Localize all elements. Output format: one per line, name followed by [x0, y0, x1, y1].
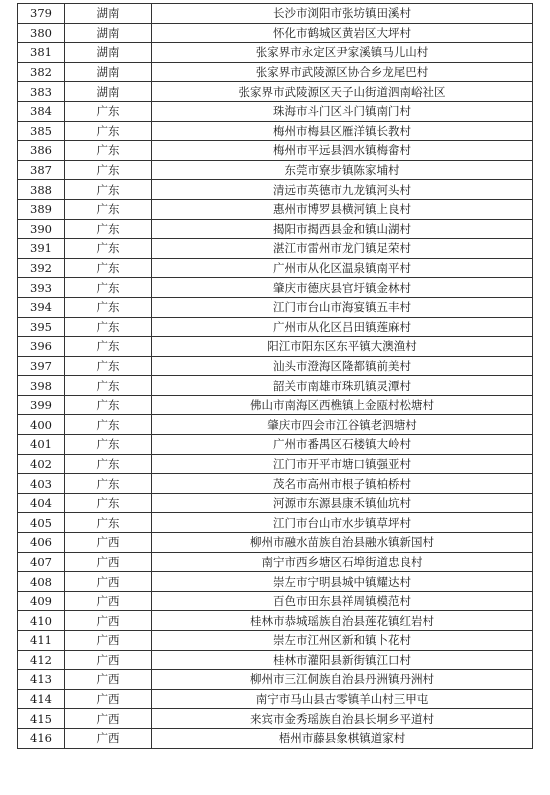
province-cell: 广东: [65, 376, 152, 396]
village-name-cell: 珠海市斗门区斗门镇南门村: [152, 101, 533, 121]
village-name-cell: 张家界市武陵源区天子山街道泗南峪社区: [152, 82, 533, 102]
table-row: [18, 552, 533, 572]
village-name-cell: 怀化市鹤城区黄岩区大坪村: [152, 23, 533, 43]
province-cell: 广西: [65, 611, 152, 631]
province-cell: 广西: [65, 591, 152, 611]
row-number-cell: 392: [18, 258, 65, 278]
village-name-cell: 桂林市灌阳县新街镇江口村: [152, 650, 533, 670]
village-name-cell: 南宁市马山县古零镇羊山村三甲屯: [152, 689, 533, 709]
row-number-cell: 402: [18, 454, 65, 474]
province-cell: 广东: [65, 239, 152, 259]
row-number-cell: 395: [18, 317, 65, 337]
table-row: [18, 101, 533, 121]
province-cell: 广东: [65, 356, 152, 376]
row-number-cell: 413: [18, 670, 65, 690]
row-number-cell: 412: [18, 650, 65, 670]
village-name-cell: 长沙市浏阳市张坊镇田溪村: [152, 4, 533, 24]
row-number-cell: 385: [18, 121, 65, 141]
table-row: [18, 356, 533, 376]
row-number-cell: 396: [18, 337, 65, 357]
row-number-cell: 406: [18, 533, 65, 553]
table-row: [18, 631, 533, 651]
row-number-cell: 416: [18, 728, 65, 748]
province-cell: 广东: [65, 141, 152, 161]
table-row: [18, 82, 533, 102]
row-number-cell: 404: [18, 493, 65, 513]
table-row: [18, 493, 533, 513]
table-row: [18, 317, 533, 337]
village-name-cell: 惠州市博罗县横河镇上良村: [152, 199, 533, 219]
table-row: [18, 572, 533, 592]
province-cell: 广东: [65, 474, 152, 494]
row-number-cell: 386: [18, 141, 65, 161]
table-row: [18, 141, 533, 161]
table-row: [18, 533, 533, 553]
village-name-cell: 佛山市南海区西樵镇上金瓯村松塘村: [152, 395, 533, 415]
village-name-cell: 梅州市平远县泗水镇梅畲村: [152, 141, 533, 161]
table-row: [18, 670, 533, 690]
village-name-cell: 广州市从化区吕田镇莲麻村: [152, 317, 533, 337]
village-name-cell: 柳州市融水苗族自治县融水镇新国村: [152, 533, 533, 553]
province-cell: 广东: [65, 317, 152, 337]
row-number-cell: 389: [18, 199, 65, 219]
table-row: [18, 689, 533, 709]
row-number-cell: 398: [18, 376, 65, 396]
table-row: [18, 297, 533, 317]
row-number-cell: 388: [18, 180, 65, 200]
table-row: [18, 278, 533, 298]
province-cell: 广东: [65, 258, 152, 278]
row-number-cell: 387: [18, 160, 65, 180]
row-number-cell: 408: [18, 572, 65, 592]
row-number-cell: 394: [18, 297, 65, 317]
table-row: [18, 219, 533, 239]
village-name-cell: 肇庆市四会市江谷镇老泗塘村: [152, 415, 533, 435]
province-cell: 广西: [65, 728, 152, 748]
table-row: [18, 650, 533, 670]
village-name-cell: 张家界市武陵源区协合乡龙尾巴村: [152, 62, 533, 82]
province-cell: 广东: [65, 297, 152, 317]
table-row: [18, 376, 533, 396]
table-row: [18, 395, 533, 415]
table-row: [18, 611, 533, 631]
province-cell: 广东: [65, 513, 152, 533]
province-cell: 湖南: [65, 43, 152, 63]
province-cell: 广东: [65, 435, 152, 455]
province-cell: 广东: [65, 101, 152, 121]
province-cell: 广东: [65, 121, 152, 141]
province-cell: 广东: [65, 199, 152, 219]
row-number-cell: 379: [18, 4, 65, 24]
province-cell: 广东: [65, 493, 152, 513]
village-name-cell: 来宾市金秀瑶族自治县长垌乡平道村: [152, 709, 533, 729]
village-name-cell: 揭阳市揭西县金和镇山湖村: [152, 219, 533, 239]
row-number-cell: 407: [18, 552, 65, 572]
row-number-cell: 399: [18, 395, 65, 415]
village-name-cell: 崇左市江州区新和镇卜花村: [152, 631, 533, 651]
village-name-cell: 肇庆市德庆县官圩镇金林村: [152, 278, 533, 298]
village-name-cell: 清远市英德市九龙镇河头村: [152, 180, 533, 200]
table-row: [18, 62, 533, 82]
row-number-cell: 400: [18, 415, 65, 435]
table-row: [18, 591, 533, 611]
row-number-cell: 380: [18, 23, 65, 43]
row-number-cell: 382: [18, 62, 65, 82]
village-name-cell: 河源市东源县康禾镇仙坑村: [152, 493, 533, 513]
province-cell: 广东: [65, 160, 152, 180]
village-name-cell: 阳江市阳东区东平镇大澳渔村: [152, 337, 533, 357]
row-number-cell: 383: [18, 82, 65, 102]
row-number-cell: 384: [18, 101, 65, 121]
province-cell: 广西: [65, 689, 152, 709]
village-name-cell: 梅州市梅县区雁洋镇长教村: [152, 121, 533, 141]
row-number-cell: 391: [18, 239, 65, 259]
province-cell: 广东: [65, 219, 152, 239]
village-name-cell: 桂林市恭城瑶族自治县莲花镇红岩村: [152, 611, 533, 631]
row-number-cell: 381: [18, 43, 65, 63]
table-row: [18, 337, 533, 357]
village-name-cell: 百色市田东县祥周镇模范村: [152, 591, 533, 611]
table-row: [18, 121, 533, 141]
row-number-cell: 410: [18, 611, 65, 631]
village-name-cell: 广州市从化区温泉镇南平村: [152, 258, 533, 278]
village-name-cell: 江门市台山市海宴镇五丰村: [152, 297, 533, 317]
village-name-cell: 湛江市雷州市龙门镇足荣村: [152, 239, 533, 259]
table-row: [18, 454, 533, 474]
province-cell: 广东: [65, 337, 152, 357]
table-row: [18, 728, 533, 748]
table-row: [18, 43, 533, 63]
table-row: [18, 709, 533, 729]
village-name-cell: 崇左市宁明县城中镇耀达村: [152, 572, 533, 592]
table-row: [18, 239, 533, 259]
province-cell: 广东: [65, 180, 152, 200]
village-name-cell: 张家界市永定区尹家溪镇马儿山村: [152, 43, 533, 63]
row-number-cell: 415: [18, 709, 65, 729]
row-number-cell: 401: [18, 435, 65, 455]
row-number-cell: 414: [18, 689, 65, 709]
table-row: [18, 474, 533, 494]
row-number-cell: 403: [18, 474, 65, 494]
province-cell: 湖南: [65, 82, 152, 102]
table-row: [18, 180, 533, 200]
table-row: [18, 23, 533, 43]
row-number-cell: 397: [18, 356, 65, 376]
province-cell: 广东: [65, 278, 152, 298]
table-body: [18, 4, 533, 749]
village-name-cell: 东莞市寮步镇陈家埔村: [152, 160, 533, 180]
village-name-cell: 江门市台山市水步镇草坪村: [152, 513, 533, 533]
province-cell: 广东: [65, 454, 152, 474]
province-cell: 广西: [65, 552, 152, 572]
village-name-cell: 茂名市高州市根子镇柏桥村: [152, 474, 533, 494]
table-row: [18, 415, 533, 435]
row-number-cell: 393: [18, 278, 65, 298]
table-row: [18, 199, 533, 219]
table-row: [18, 160, 533, 180]
village-name-cell: 南宁市西乡塘区石埠街道忠良村: [152, 552, 533, 572]
province-cell: 湖南: [65, 4, 152, 24]
province-cell: 湖南: [65, 23, 152, 43]
province-cell: 广西: [65, 631, 152, 651]
village-list-table: [17, 3, 533, 749]
province-cell: 广西: [65, 670, 152, 690]
row-number-cell: 390: [18, 219, 65, 239]
province-cell: 广西: [65, 533, 152, 553]
province-cell: 广西: [65, 650, 152, 670]
province-cell: 广西: [65, 709, 152, 729]
village-name-cell: 梧州市藤县象棋镇道家村: [152, 728, 533, 748]
village-name-cell: 汕头市澄海区隆都镇前美村: [152, 356, 533, 376]
village-name-cell: 江门市开平市塘口镇强亚村: [152, 454, 533, 474]
row-number-cell: 411: [18, 631, 65, 651]
row-number-cell: 405: [18, 513, 65, 533]
table-row: [18, 513, 533, 533]
village-name-cell: 柳州市三江侗族自治县丹洲镇丹洲村: [152, 670, 533, 690]
village-name-cell: 广州市番禺区石楼镇大岭村: [152, 435, 533, 455]
row-number-cell: 409: [18, 591, 65, 611]
province-cell: 广东: [65, 395, 152, 415]
table-row: [18, 4, 533, 24]
table-row: [18, 435, 533, 455]
province-cell: 广东: [65, 415, 152, 435]
province-cell: 广西: [65, 572, 152, 592]
village-name-cell: 韶关市南雄市珠玑镇灵潭村: [152, 376, 533, 396]
table-row: [18, 258, 533, 278]
province-cell: 湖南: [65, 62, 152, 82]
